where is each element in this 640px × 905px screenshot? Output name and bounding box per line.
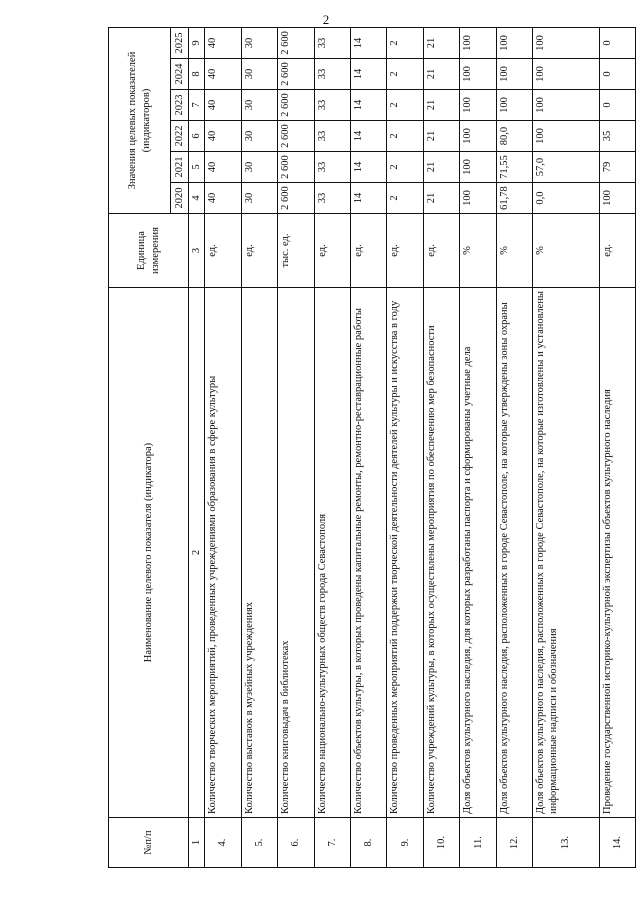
year-header: 2021 [171, 152, 189, 183]
page-number: 2 [322, 12, 330, 27]
table-row [314, 27, 350, 867]
indicator-name: Проведение государственной историко-культурной экспертизы объектов культурного наследия [599, 288, 636, 818]
unit-cell: ед. [599, 214, 636, 288]
value-cell: 30 [241, 59, 277, 90]
value-cell: 2 600 [278, 90, 314, 121]
index-cell: 7 [189, 90, 205, 121]
value-cell: 100 [533, 90, 599, 121]
table-row [205, 27, 241, 867]
value-cell: 71,55 [496, 152, 532, 183]
row-number: 7. [314, 818, 350, 868]
value-cell: 30 [241, 152, 277, 183]
table-row [278, 27, 314, 867]
unit-cell: % [496, 214, 532, 288]
indicator-name: Количество выставок в музейных учреждениях [241, 288, 277, 818]
table-row [496, 27, 532, 867]
year-header: 2024 [171, 59, 189, 90]
indicators-table [108, 27, 636, 868]
value-cell: 30 [241, 183, 277, 214]
index-cell: 5 [189, 152, 205, 183]
index-cell: 1 [189, 818, 205, 868]
value-cell: 40 [205, 152, 241, 183]
row-number: 11. [460, 818, 496, 868]
unit-cell: % [533, 214, 599, 288]
table-row [351, 27, 387, 867]
value-cell: 14 [351, 90, 387, 121]
value-cell: 57,0 [533, 152, 599, 183]
unit-cell: ед. [423, 214, 459, 288]
value-cell: 33 [314, 59, 350, 90]
value-cell: 2 [387, 90, 423, 121]
row-number: 12. [496, 818, 532, 868]
unit-cell: тыс. ед. [278, 214, 314, 288]
value-cell: 33 [314, 27, 350, 58]
value-cell: 14 [351, 183, 387, 214]
unit-cell: ед. [205, 214, 241, 288]
col-header-num: №п/п [109, 818, 189, 868]
value-cell: 100 [460, 121, 496, 152]
value-cell: 2 [387, 183, 423, 214]
value-cell: 100 [496, 90, 532, 121]
value-cell: 40 [205, 183, 241, 214]
value-cell: 100 [496, 27, 532, 58]
index-cell: 6 [189, 121, 205, 152]
value-cell: 21 [423, 121, 459, 152]
row-number: 14. [599, 818, 636, 868]
index-cell: 2 [189, 288, 205, 818]
value-cell: 40 [205, 90, 241, 121]
row-number: 10. [423, 818, 459, 868]
indicator-name: Количество творческих мероприятий, проведенных учреждениями образования в сфере культуры [205, 288, 241, 818]
value-cell: 2 600 [278, 27, 314, 58]
indicator-name: Доля объектов культурного наследия, расположенных в городе Севастополе, на которые утверждены зоны охраны [496, 288, 532, 818]
col-header-unit: Единица измерения [109, 214, 189, 288]
value-cell: 33 [314, 90, 350, 121]
value-cell: 21 [423, 27, 459, 58]
value-cell: 100 [460, 183, 496, 214]
indicator-name: Количество проведенных мероприятий поддержки творческой деятельности деятелей культуры и искусства в году [387, 288, 423, 818]
value-cell: 33 [314, 152, 350, 183]
value-cell: 33 [314, 183, 350, 214]
indicator-name: Количество объектов культуры, в которых проведены капитальные ремонты, ремонтно-реставрационные работы [351, 288, 387, 818]
row-number: 4. [205, 818, 241, 868]
value-cell: 100 [533, 27, 599, 58]
value-cell: 21 [423, 90, 459, 121]
year-header: 2023 [171, 90, 189, 121]
value-cell: 0 [599, 27, 636, 58]
value-cell: 100 [533, 59, 599, 90]
value-cell: 80,0 [496, 121, 532, 152]
index-cell: 3 [189, 214, 205, 288]
value-cell: 14 [351, 27, 387, 58]
value-cell: 2 [387, 152, 423, 183]
value-cell: 0 [599, 90, 636, 121]
indicator-name: Количество учреждений культуры, в которых осуществлены мероприятия по обеспечению мер безопасности [423, 288, 459, 818]
table-row [599, 27, 636, 867]
value-cell: 100 [460, 90, 496, 121]
indicator-name: Доля объектов культурного наследия, для которых разработаны паспорта и сформированы учетные дела [460, 288, 496, 818]
value-cell: 2 600 [278, 183, 314, 214]
value-cell: 14 [351, 121, 387, 152]
indicator-name: Количество книговыдач в библиотеках [278, 288, 314, 818]
header-row [109, 27, 171, 867]
value-cell: 100 [460, 152, 496, 183]
value-cell: 0,0 [533, 183, 599, 214]
year-header: 2020 [171, 183, 189, 214]
value-cell: 79 [599, 152, 636, 183]
value-cell: 2 [387, 59, 423, 90]
value-cell: 2 600 [278, 152, 314, 183]
unit-cell: ед. [387, 214, 423, 288]
value-cell: 21 [423, 183, 459, 214]
value-cell: 21 [423, 59, 459, 90]
indicator-name: Доля объектов культурного наследия, расположенных в городе Севастополе, на которые изготовлены и установлены информационные надписи и обозначения [533, 288, 599, 818]
unit-cell: % [460, 214, 496, 288]
year-header: 2022 [171, 121, 189, 152]
value-cell: 40 [205, 59, 241, 90]
value-cell: 40 [205, 27, 241, 58]
value-cell: 35 [599, 121, 636, 152]
value-cell: 2 600 [278, 59, 314, 90]
row-number: 5. [241, 818, 277, 868]
row-number: 13. [533, 818, 599, 868]
unit-cell: ед. [241, 214, 277, 288]
index-cell: 9 [189, 27, 205, 58]
value-cell: 100 [460, 59, 496, 90]
rotated-table-container [108, 28, 636, 868]
value-cell: 2 600 [278, 121, 314, 152]
value-cell: 21 [423, 152, 459, 183]
value-cell: 100 [599, 183, 636, 214]
index-row [189, 27, 205, 867]
unit-cell: ед. [351, 214, 387, 288]
indicator-name: Количество национально-культурных обществ города Севастополя [314, 288, 350, 818]
unit-cell: ед. [314, 214, 350, 288]
table-row [460, 27, 496, 867]
col-header-values: Значения целевых показателей (индикаторов) [109, 27, 171, 213]
value-cell: 100 [533, 121, 599, 152]
value-cell: 14 [351, 59, 387, 90]
value-cell: 33 [314, 121, 350, 152]
value-cell: 61,78 [496, 183, 532, 214]
table-row [241, 27, 277, 867]
value-cell: 40 [205, 121, 241, 152]
value-cell: 30 [241, 121, 277, 152]
index-cell: 8 [189, 59, 205, 90]
value-cell: 2 [387, 121, 423, 152]
value-cell: 0 [599, 59, 636, 90]
table-row [387, 27, 423, 867]
row-number: 6. [278, 818, 314, 868]
value-cell: 14 [351, 152, 387, 183]
table-row [423, 27, 459, 867]
value-cell: 30 [241, 27, 277, 58]
table-row [533, 27, 599, 867]
col-header-name: Наименование целевого показателя (индикатора) [109, 288, 189, 818]
row-number: 9. [387, 818, 423, 868]
year-header: 2025 [171, 27, 189, 58]
value-cell: 100 [496, 59, 532, 90]
row-number: 8. [351, 818, 387, 868]
value-cell: 2 [387, 27, 423, 58]
index-cell: 4 [189, 183, 205, 214]
value-cell: 100 [460, 27, 496, 58]
value-cell: 30 [241, 90, 277, 121]
